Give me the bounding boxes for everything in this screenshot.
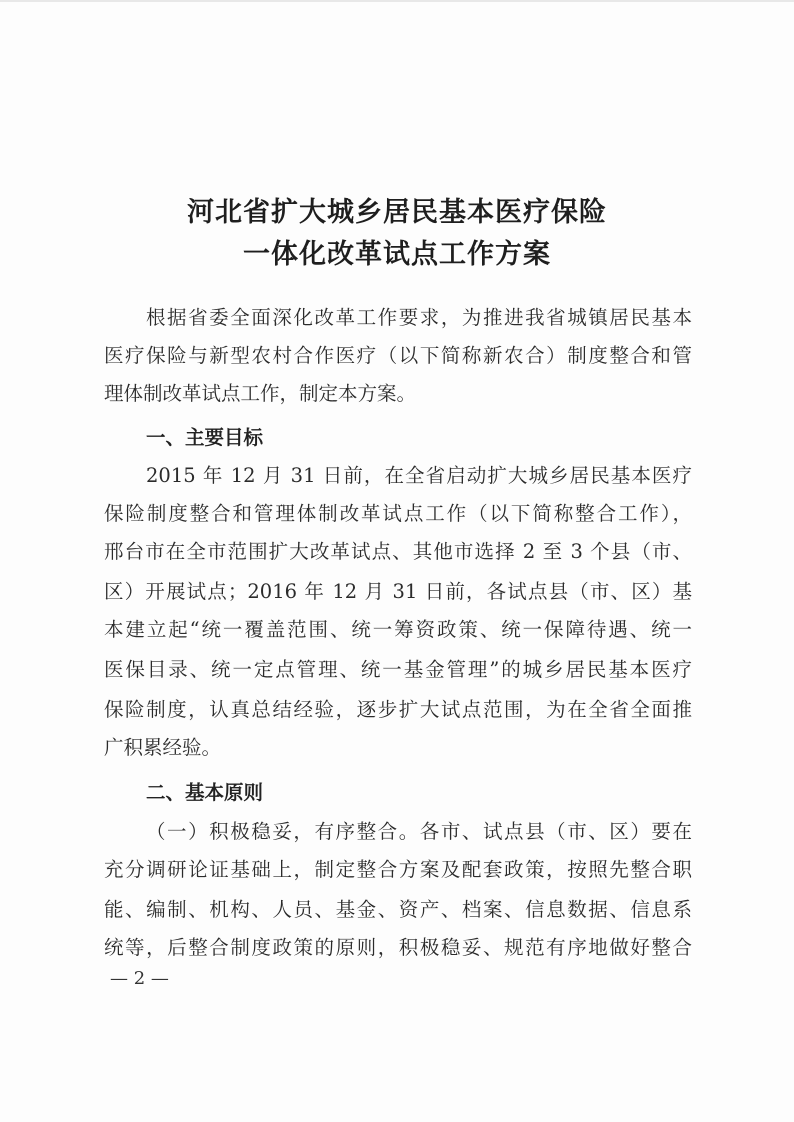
- section-1-line-3: 邢台市在全市范围扩大改革试点、其他市选择 2 至 3 个县（市、: [104, 540, 692, 563]
- section-2-line-2: 充分调研论证基础上，制定整合方案及配套政策，按照先整合职: [104, 858, 692, 881]
- section-1-line-1: 2015 年 12 月 31 日前，在全省启动扩大城乡居民基本医疗: [146, 464, 692, 487]
- intro-line-3: 理体制改革试点工作，制定本方案。: [104, 382, 417, 405]
- section-2-line-4: 统等，后整合制度政策的原则，积极稳妥、规范有序地做好整合: [104, 936, 692, 959]
- section-1-line-8: 广积累经验。: [104, 736, 222, 759]
- section-1-line-5: 本建立起“统一覆盖范围、统一筹资政策、统一保障待遇、统一: [104, 618, 692, 641]
- section-1-heading: 一、主要目标: [146, 426, 264, 449]
- section-1-line-6: 医保目录、统一定点管理、统一基金管理”的城乡居民基本医疗: [104, 658, 692, 681]
- page-number: — 2 —: [110, 968, 169, 989]
- section-1-line-4: 区）开展试点；2016 年 12 月 31 日前，各试点县（市、区）基: [104, 580, 692, 603]
- section-1-line-2: 保险制度整合和管理体制改革试点工作（以下简称整合工作），: [104, 502, 692, 525]
- intro-line-1: 根据省委全面深化改革工作要求，为推进我省城镇居民基本: [146, 306, 692, 329]
- intro-line-2: 医疗保险与新型农村合作医疗（以下简称新农合）制度整合和管: [104, 344, 692, 367]
- section-1-line-7: 保险制度，认真总结经验，逐步扩大试点范围，为在全省全面推: [104, 698, 692, 721]
- document-title-line-2: 一体化改革试点工作方案: [243, 239, 551, 270]
- section-2-line-1: （一）积极稳妥，有序整合。各市、试点县（市、区）要在: [146, 820, 692, 843]
- document-title-line-1: 河北省扩大城乡居民基本医疗保险: [187, 197, 607, 228]
- section-2-heading: 二、基本原则: [146, 781, 264, 804]
- section-2-line-3: 能、编制、机构、人员、基金、资产、档案、信息数据、信息系: [104, 898, 692, 921]
- page-top-edge: [0, 0, 794, 2]
